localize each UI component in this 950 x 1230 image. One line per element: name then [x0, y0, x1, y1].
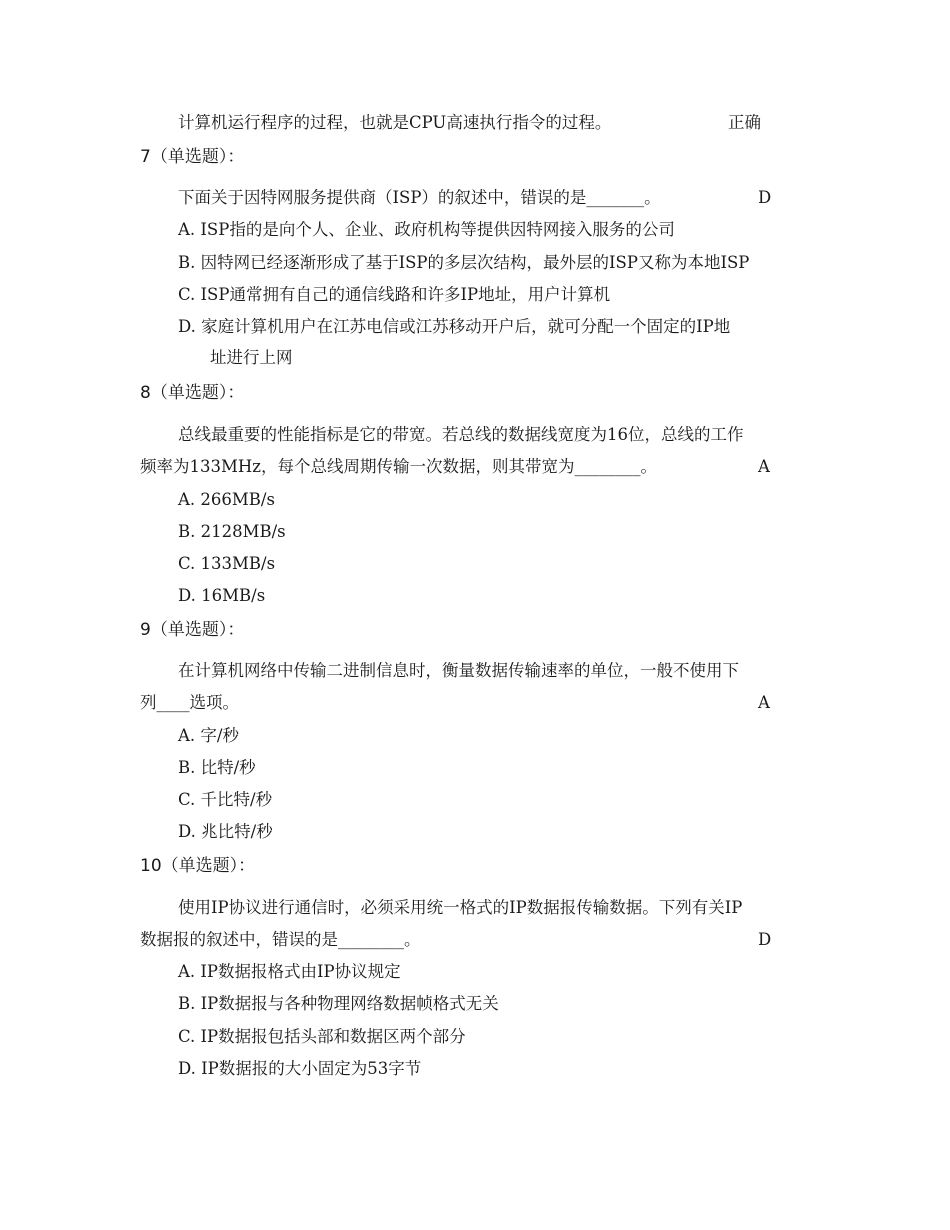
question-10-answer: D — [758, 930, 772, 949]
question-9-option-d: D. 兆比特/秒 — [178, 822, 273, 841]
question-9-stem-line-2: 列____选项。 — [140, 693, 239, 712]
question-10-option-b: B. IP数据报与各种物理网络数据帧格式无关 — [178, 994, 499, 1013]
question-7-heading: 7（单选题）： — [140, 147, 245, 167]
question-8-answer: A — [758, 457, 770, 476]
question-8-stem-line-1: 总线最重要的性能指标是它的带宽。若总线的数据线宽度为16位，总线的工作 — [178, 425, 744, 444]
intro-statement: 计算机运行程序的过程，也就是CPU高速执行指令的过程。 — [178, 113, 612, 132]
question-10-option-c: C. IP数据报包括头部和数据区两个部分 — [178, 1027, 466, 1046]
intro-answer: 正确 — [728, 113, 761, 132]
question-8-option-a: A. 266MB/s — [178, 490, 275, 509]
question-8-heading: 8（单选题）： — [140, 383, 245, 403]
question-8-option-b: B. 2128MB/s — [178, 522, 286, 541]
question-10-stem-line-2: 数据报的叙述中，错误的是________。 — [140, 930, 421, 949]
question-8-stem-line-2: 频率为133MHz，每个总线周期传输一次数据，则其带宽为________。 — [140, 457, 657, 476]
question-7-option-a: A. ISP指的是向个人、企业、政府机构等提供因特网接入服务的公司 — [178, 220, 675, 239]
question-7-option-d-wrap: 址进行上网 — [210, 348, 293, 367]
question-10-stem-line-1: 使用IP协议进行通信时，必须采用统一格式的IP数据报传输数据。下列有关IP — [178, 898, 743, 917]
question-7-option-b: B. 因特网已经逐渐形成了基于ISP的多层次结构，最外层的ISP又称为本地ISP — [178, 253, 750, 272]
question-9-stem-line-1: 在计算机网络中传输二进制信息时，衡量数据传输速率的单位，一般不使用下 — [178, 661, 739, 680]
question-10-option-d: D. IP数据报的大小固定为53字节 — [178, 1059, 422, 1078]
question-7-stem: 下面关于因特网服务提供商（ISP）的叙述中，错误的是_______。 — [178, 188, 661, 207]
question-8-option-d: D. 16MB/s — [178, 586, 266, 605]
question-9-heading: 9（单选题）： — [140, 620, 245, 640]
question-7-answer: D — [758, 188, 772, 207]
question-9-option-b: B. 比特/秒 — [178, 758, 256, 777]
question-9-answer: A — [758, 693, 770, 712]
question-7-option-d: D. 家庭计算机用户在江苏电信或江苏移动开户后，就可分配一个固定的IP地 — [178, 317, 731, 336]
question-8-option-c: C. 133MB/s — [178, 554, 276, 573]
question-9-option-c: C. 千比特/秒 — [178, 790, 273, 809]
question-10-heading: 10（单选题）： — [140, 856, 256, 876]
question-10-option-a: A. IP数据报格式由IP协议规定 — [178, 962, 401, 981]
question-7-option-c: C. ISP通常拥有自己的通信线路和许多IP地址，用户计算机 — [178, 285, 611, 304]
question-9-option-a: A. 字/秒 — [178, 726, 239, 745]
